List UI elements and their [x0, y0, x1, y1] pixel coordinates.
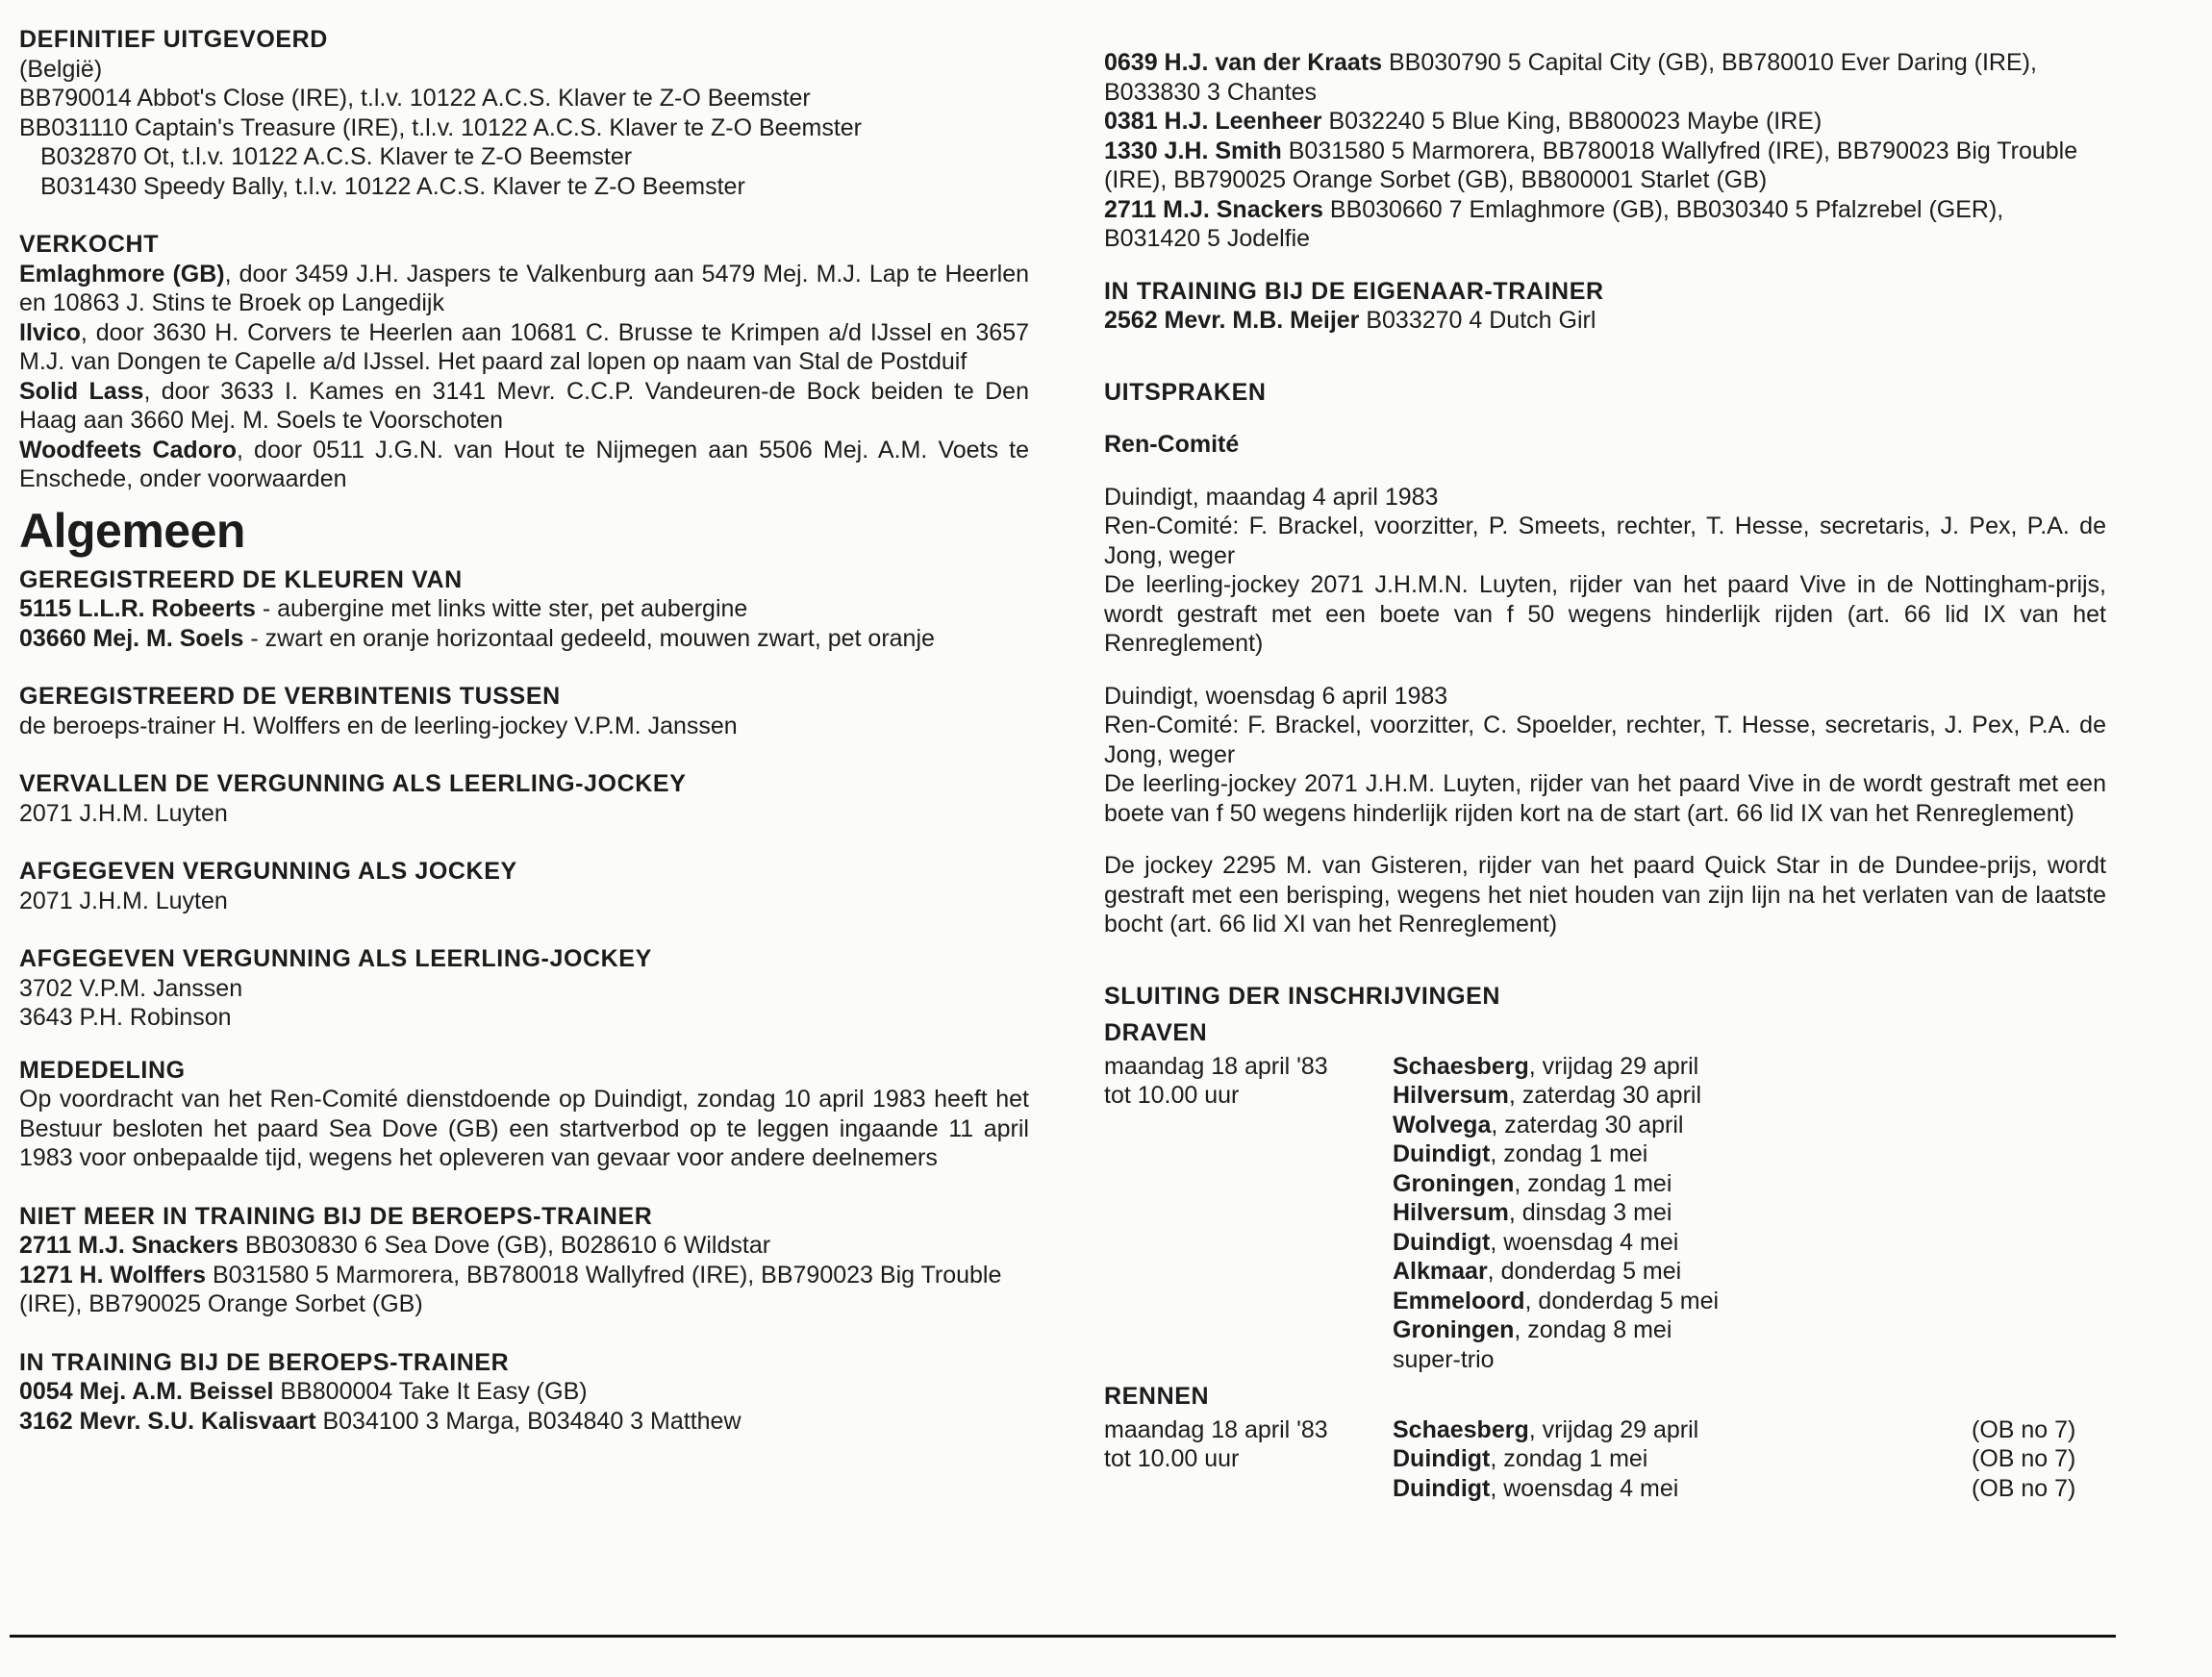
- list-item: [1393, 1081, 2106, 1111]
- list-item: [19, 260, 1029, 318]
- venue: Hilversum: [1393, 1199, 1509, 1226]
- entry-text: B033270 4 Dutch Girl: [1359, 307, 1596, 334]
- meeting-date: , zondag 8 mei: [1514, 1316, 1672, 1343]
- entry-text: BB030830 6 Sea Dove (GB), B028610 6 Wildstar: [238, 1232, 771, 1259]
- right-column: [1104, 48, 2106, 1503]
- entry-text: B034100 3 Marga, B034840 3 Matthew: [315, 1407, 742, 1435]
- entry-text: - zwart en oranje horizontaal gedeeld, mouwen zwart, pet oranje: [243, 624, 935, 652]
- case-date: Duindigt, maandag 4 april 1983: [1104, 483, 1439, 511]
- horse-name: Ilvico: [19, 318, 81, 346]
- entry-text: , door 3630 H. Corvers te Heerlen aan 10681 C. Brusse te Krimpen a/d IJssel en 3657 M.J. van Dongen te Capelle a/d IJssel. Het paard zal lopen op naam van Stal de Postduif: [19, 318, 1029, 375]
- section-heading: UITSPRAKEN: [1104, 378, 1267, 406]
- list-item: [1393, 1474, 2106, 1504]
- section-heading: AFGEGEVEN VERGUNNING ALS LEERLING-JOCKEY: [19, 945, 652, 972]
- list-item: [19, 377, 1029, 436]
- list-item: [1393, 1169, 2106, 1199]
- entry-text: BB030660 7 Emlaghmore (GB), BB030340 5 Pfalzrebel (GER), B031420 5 Jodelfie: [1104, 195, 2004, 252]
- rennen-schedule: [1104, 1415, 2106, 1504]
- section-heading: AFGEGEVEN VERGUNNING ALS JOCKEY: [19, 858, 517, 885]
- bottom-rule: [10, 1635, 2116, 1638]
- list-item: 3702 V.P.M. Janssen: [19, 974, 243, 1002]
- venue: Duindigt: [1393, 1140, 1491, 1167]
- venue: Schaesberg: [1393, 1052, 1529, 1080]
- deadline-time: tot 10.00 uur: [1104, 1445, 1240, 1472]
- trainer-name: 2562 Mevr. M.B. Meijer: [1104, 307, 1360, 334]
- case-verdict: De leerling-jockey 2071 J.H.M. Luyten, rijder van het paard Vive in de wordt gestraft met een boete van f 50 wegens hinderlijk rijden kort na de start (art. 66 lid IX van het Renreglement): [1104, 770, 2106, 827]
- trainer-name: 0054 Mej. A.M. Beissel: [19, 1378, 274, 1405]
- list-item: [1393, 1257, 2106, 1287]
- meeting-date: , donderdag 5 mei: [1524, 1287, 1720, 1314]
- venue: Hilversum: [1393, 1082, 1509, 1109]
- section-mededeling: [19, 1056, 1029, 1173]
- entry-text: , door 3633 I. Kames en 3141 Mevr. C.C.P. Vandeuren-de Bock beiden te Den Haag aan 3660 Mej. M. Soels te Voorschoten: [19, 377, 1029, 434]
- venue: Emmeloord: [1393, 1287, 1525, 1314]
- meeting-date: , zondag 1 mei: [1514, 1169, 1672, 1197]
- section-heading: SLUITING DER INSCHRIJVINGEN: [1104, 982, 1501, 1010]
- case-verdict: De leerling-jockey 2071 J.H.M.N. Luyten, rijder van het paard Vive in de Nottingham-prijs, wordt gestraft met een boete van f 50 wegens hinderlijk rijden (art. 66 lid IX van het Renreglement): [1104, 571, 2106, 657]
- list-item: 2071 J.H.M. Luyten: [19, 887, 228, 914]
- section-kleuren: [19, 565, 1029, 654]
- section-definitief-uitgevoerd: [19, 25, 1029, 201]
- deadline: [1104, 1052, 1393, 1375]
- trainer-name: 1271 H. Wolffers: [19, 1261, 207, 1289]
- entry-text: , door 0511 J.G.N. van Hout te Nijmegen aan 5506 Mej. A.M. Voets te Enschede, onder voorwaarden: [19, 436, 1029, 492]
- list-item: [1393, 1444, 2106, 1474]
- deadline-date: maandag 18 april '83: [1104, 1415, 1328, 1443]
- venue: Wolvega: [1393, 1111, 1492, 1139]
- list-item: BB790014 Abbot's Close (IRE), t.l.v. 10122 A.C.S. Klaver te Z-O Beemster: [19, 85, 811, 112]
- section-eigenaar-trainer: [1104, 277, 2106, 336]
- list-item: 3643 P.H. Robinson: [19, 1004, 232, 1031]
- section-heading: GEREGISTREERD DE VERBINTENIS TUSSEN: [19, 683, 561, 710]
- list-item: [1393, 1111, 2106, 1140]
- section-heading: MEDEDELING: [19, 1056, 186, 1084]
- meeting-date: , donderdag 5 mei: [1487, 1258, 1682, 1285]
- section-heading: GEREGISTREERD DE KLEUREN VAN: [19, 565, 463, 593]
- list-item: [19, 1231, 1029, 1261]
- ob-reference: (OB no 7): [1972, 1445, 2076, 1472]
- case-committee: Ren-Comité: F. Brackel, voorzitter, P. Smeets, rechter, T. Hesse, secretaris, J. Pex, P.A. de Jong, weger: [1104, 513, 2106, 569]
- section-in-training-continued: [1104, 48, 2106, 254]
- section-verbintenis: [19, 682, 1029, 740]
- section-sluiting: [1104, 982, 2106, 1504]
- list-item: [1104, 306, 2106, 336]
- entry-text: BB030790 5 Capital City (GB), BB780010 Ever Daring (IRE), B033830 3 Chantes: [1104, 49, 2037, 106]
- section-afgegeven-jockey: [19, 857, 1029, 915]
- trainer-name: 0381 H.J. Leenheer: [1104, 108, 1322, 135]
- list-item: [1104, 107, 2106, 137]
- section-verkocht: [19, 230, 1029, 494]
- ob-reference: (OB no 7): [1972, 1474, 2076, 1502]
- list-item: [1104, 137, 2106, 195]
- entry-text: BB800004 Take It Easy (GB): [273, 1378, 588, 1405]
- list-item: [1104, 48, 2106, 107]
- section-afgegeven-leerling: [19, 944, 1029, 1033]
- deadline: [1104, 1415, 1393, 1504]
- entry-text: B031580 5 Marmorera, BB780018 Wallyfred (IRE), BB790023 Big Trouble (IRE), BB790025 Orange Sorbet (GB): [19, 1261, 1002, 1317]
- section-niet-meer-in-training: [19, 1202, 1029, 1319]
- meeting-date: , woensdag 4 mei: [1490, 1228, 1679, 1256]
- section-heading: DEFINITIEF UITGEVOERD: [19, 26, 328, 53]
- subsection-heading: DRAVEN: [1104, 1019, 1208, 1046]
- list-item: [1393, 1228, 2106, 1258]
- list-item: [19, 1377, 1029, 1407]
- meeting-date: , dinsdag 3 mei: [1508, 1199, 1672, 1226]
- venue: Duindigt: [1393, 1474, 1491, 1502]
- entry-text: B032240 5 Blue King, BB800023 Maybe (IRE): [1321, 108, 1822, 135]
- list-item: [19, 594, 1029, 624]
- entry-text: B031580 5 Marmorera, BB780018 Wallyfred (IRE), BB790023 Big Trouble (IRE), BB790025 Orange Sorbet (GB), BB800001 Starlet (GB): [1104, 137, 2078, 193]
- list-item: [1393, 1315, 2106, 1345]
- trainer-name: 2711 M.J. Snackers: [1104, 195, 1323, 223]
- section-vervallen: [19, 769, 1029, 828]
- meeting-date: , woensdag 4 mei: [1490, 1474, 1679, 1502]
- trainer-name: 2711 M.J. Snackers: [19, 1232, 239, 1259]
- list-item: [1393, 1345, 2106, 1375]
- venue: Schaesberg: [1393, 1415, 1529, 1443]
- list-item: [19, 1261, 1029, 1319]
- horse-name: Woodfeets Cadoro: [19, 436, 237, 463]
- list-item: [19, 436, 1029, 494]
- section-heading: IN TRAINING BIJ DE EIGENAAR-TRAINER: [1104, 277, 1604, 305]
- subsection-heading: Ren-Comité: [1104, 431, 1240, 458]
- venue: Groningen: [1393, 1316, 1515, 1343]
- list-item: [19, 318, 1029, 377]
- list-item: [1393, 1052, 2106, 1082]
- left-column: [19, 25, 1029, 1436]
- meeting-date: , zondag 1 mei: [1490, 1445, 1648, 1472]
- section-heading: NIET MEER IN TRAINING BIJ DE BEROEPS-TRAINER: [19, 1202, 653, 1230]
- meeting-note: super-trio: [1393, 1345, 1495, 1373]
- case-committee: Ren-Comité: F. Brackel, voorzitter, C. Spoelder, rechter, T. Hesse, secretaris, J. Pex, P.A. de Jong, weger: [1104, 712, 2106, 768]
- meeting-list: [1393, 1052, 2106, 1375]
- section-text: Op voordracht van het Ren-Comité dienstdoende op Duindigt, zondag 10 april 1983 heeft het Bestuur besloten het paard Sea Dove (GB) een startverbod op te leggen ingaande 11 april 1983 voor onbepaalde tijd, wegens het opleveren van gevaar voor andere deelnemers: [19, 1086, 1029, 1171]
- section-heading: IN TRAINING BIJ DE BEROEPS-TRAINER: [19, 1348, 510, 1376]
- list-item: [19, 624, 1029, 654]
- section-heading: VERKOCHT: [19, 231, 160, 258]
- list-item: [19, 1407, 1029, 1437]
- meeting-date: , vrijdag 29 april: [1528, 1052, 1699, 1080]
- meeting-list: [1393, 1415, 2106, 1504]
- meeting-date: , zondag 1 mei: [1490, 1140, 1648, 1167]
- page-title: Algemeen: [19, 503, 245, 558]
- section-in-training: [19, 1348, 1029, 1437]
- list-item: [1104, 195, 2106, 254]
- list-item: [1393, 1287, 2106, 1316]
- subsection-heading: RENNEN: [1104, 1383, 1210, 1410]
- entry-text: - aubergine met links witte ster, pet aubergine: [255, 595, 748, 622]
- list-item: 2071 J.H.M. Luyten: [19, 799, 228, 827]
- list-item: B032870 Ot, t.l.v. 10122 A.C.S. Klaver te Z-O Beemster: [40, 143, 633, 170]
- venue: Duindigt: [1393, 1445, 1491, 1472]
- list-item: B031430 Speedy Bally, t.l.v. 10122 A.C.S. Klaver te Z-O Beemster: [40, 172, 745, 200]
- horse-name: Solid Lass: [19, 377, 144, 405]
- draven-schedule: [1104, 1052, 2106, 1375]
- list-item: BB031110 Captain's Treasure (IRE), t.l.v. 10122 A.C.S. Klaver te Z-O Beemster: [19, 113, 862, 141]
- meeting-date: , zaterdag 30 april: [1508, 1082, 1702, 1109]
- list-item: [1393, 1139, 2106, 1169]
- meeting-date: , zaterdag 30 april: [1491, 1111, 1684, 1139]
- trainer-name: 0639 H.J. van der Kraats: [1104, 49, 1383, 76]
- section-uitspraken: [1104, 378, 2106, 939]
- case-verdict: De jockey 2295 M. van Gisteren, rijder van het paard Quick Star in de Dundee-prijs, wordt gestraft met een berisping, wegens het niet houden van zijn lijn na het verlaten van de laatste bocht (art. 66 lid XI van het Renreglement): [1104, 852, 2106, 938]
- case-date: Duindigt, woensdag 6 april 1983: [1104, 682, 1448, 710]
- ob-reference: (OB no 7): [1972, 1415, 2076, 1443]
- country-note: (België): [19, 55, 103, 83]
- owner-name: 03660 Mej. M. Soels: [19, 624, 244, 652]
- venue: Duindigt: [1393, 1228, 1491, 1256]
- deadline-time: tot 10.00 uur: [1104, 1082, 1240, 1109]
- list-item: [1393, 1415, 2106, 1445]
- horse-name: Emlaghmore (GB): [19, 260, 225, 288]
- list-item: [1393, 1198, 2106, 1228]
- trainer-name: 3162 Mevr. S.U. Kalisvaart: [19, 1407, 316, 1435]
- trainer-name: 1330 J.H. Smith: [1104, 137, 1282, 164]
- venue: Groningen: [1393, 1169, 1515, 1197]
- meeting-date: , vrijdag 29 april: [1528, 1415, 1699, 1443]
- owner-name: 5115 L.L.R. Robeerts: [19, 595, 256, 622]
- section-text: de beroeps-trainer H. Wolffers en de leerling-jockey V.P.M. Janssen: [19, 712, 738, 739]
- deadline-date: maandag 18 april '83: [1104, 1052, 1328, 1080]
- section-heading: VERVALLEN DE VERGUNNING ALS LEERLING-JOCKEY: [19, 770, 687, 797]
- venue: Alkmaar: [1393, 1258, 1488, 1285]
- entry-text: , door 3459 J.H. Jaspers te Valkenburg aan 5479 Mej. M.J. Lap te Heerlen en 10863 J. Stins te Broek op Langedijk: [19, 260, 1030, 316]
